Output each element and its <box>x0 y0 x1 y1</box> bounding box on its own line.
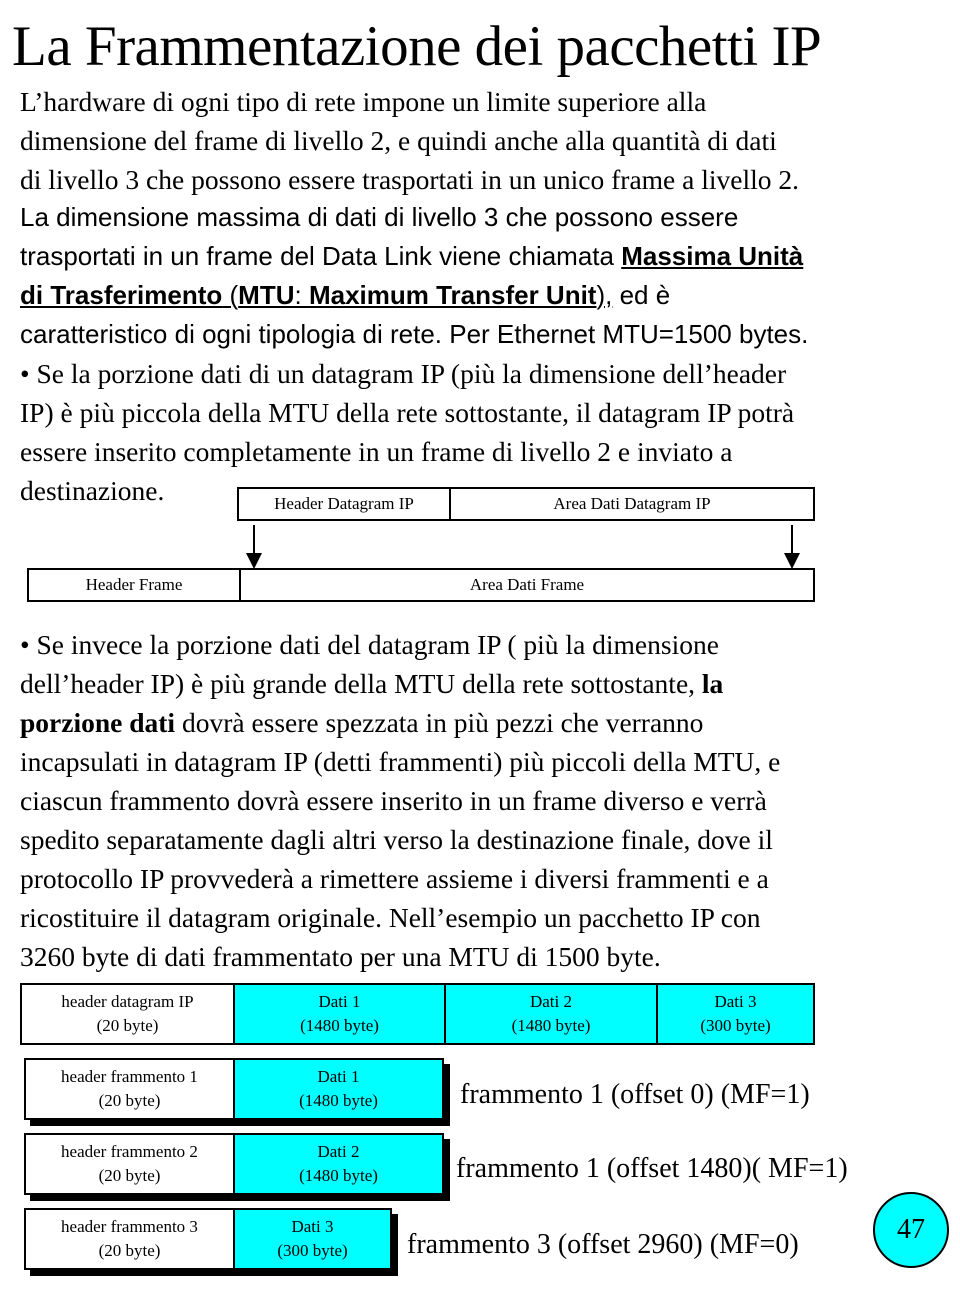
text-line <box>20 703 950 742</box>
text-line: IP) è più piccola della MTU della rete sottostante, il datagram IP potrà <box>20 397 795 428</box>
original-data2-box <box>444 983 658 1045</box>
text-line: dimensione del frame di livello 2, e quindi anche alla quantità di dati <box>20 125 777 156</box>
original-data3-box <box>656 983 815 1045</box>
intro-paragraph <box>20 82 950 199</box>
box-sublabel: (300 byte) <box>700 1016 771 1035</box>
box-sublabel: (1480 byte) <box>511 1016 591 1035</box>
text-span: dovrà essere spezzata in più pezzi che verranno <box>175 707 704 738</box>
mtu-acronym: MTU <box>238 280 295 310</box>
text-line: • Se la porzione dati di un datagram IP (più la dimensione dell’header <box>20 358 787 389</box>
text-line <box>20 237 950 276</box>
fragment1-data-box <box>233 1058 444 1120</box>
fragment1-label: frammento 1 (offset 0) (MF=1) <box>460 1079 810 1110</box>
mtu-term: Massima Unità <box>621 241 804 271</box>
text-line <box>20 664 950 703</box>
box-sublabel: (300 byte) <box>277 1241 348 1260</box>
fragment2-data-box <box>233 1133 444 1195</box>
box-sublabel: (20 byte) <box>98 1241 161 1260</box>
mtu-english-term: Maximum Transfer Unit <box>308 280 597 310</box>
original-header-box <box>20 983 235 1045</box>
fragment3-data-box <box>233 1208 392 1270</box>
text-line: essere inserito completamente in un frame di livello 2 e inviato a <box>20 436 733 467</box>
header-frame-box <box>27 568 241 602</box>
fragmentation-paragraph <box>20 625 950 976</box>
fragment2-label: frammento 1 (offset 1480)( MF=1) <box>456 1153 848 1184</box>
down-arrow-icon <box>784 553 800 569</box>
box-sublabel: (20 byte) <box>96 1016 159 1035</box>
emphasis: la <box>701 668 724 699</box>
page-number-badge: 47 <box>873 1192 949 1268</box>
fragment2-header-box <box>24 1133 235 1195</box>
box-label: header frammento 1 <box>61 1067 198 1086</box>
text-line: caratteristico di ogni tipologia di rete. Per Ethernet MTU=1500 bytes. <box>20 319 809 349</box>
fragment3-label: frammento 3 (offset 2960) (MF=0) <box>407 1229 799 1260</box>
arrow-line <box>253 525 255 555</box>
box-sublabel: (20 byte) <box>98 1091 161 1110</box>
box-label: header datagram IP <box>61 992 194 1011</box>
text-span: ), <box>596 280 613 310</box>
box-label: Dati 3 <box>714 992 757 1011</box>
emphasis: porzione dati <box>20 707 176 738</box>
down-arrow-icon <box>246 553 262 569</box>
text-line <box>20 276 950 315</box>
area-frame-box <box>239 568 815 602</box>
text-span: ( <box>222 280 239 310</box>
text-line: incapsulati in datagram IP (detti frammenti) più piccoli della MTU, e <box>20 746 781 777</box>
text-line: ricostituire il datagram originale. Nell’esempio un pacchetto IP con <box>20 902 761 933</box>
original-data1-box <box>233 983 446 1045</box>
text-span: trasportati in un frame del Data Link viene chiamata <box>20 241 622 271</box>
box-label: Dati 2 <box>317 1142 360 1161</box>
box-label: Header Datagram IP <box>274 494 414 513</box>
text-line: destinazione. <box>20 475 165 506</box>
fragment1-header-box <box>24 1058 235 1120</box>
box-label: Dati 2 <box>529 992 573 1011</box>
header-datagram-box <box>237 487 451 521</box>
box-label: header frammento 2 <box>61 1142 198 1161</box>
text-line: protocollo IP provvederà a rimettere assieme i diversi frammenti e a <box>20 863 769 894</box>
text-line: ciascun frammento dovrà essere inserito in un frame diverso e verrà <box>20 785 767 816</box>
box-sublabel: (1480 byte) <box>299 1091 378 1110</box>
box-label: header frammento 3 <box>61 1217 198 1236</box>
area-datagram-box <box>449 487 815 521</box>
text-line: L’hardware di ogni tipo di rete impone un limite superiore alla <box>20 86 707 117</box>
box-label: Dati 3 <box>291 1217 334 1236</box>
text-line: spedito separatamente dagli altri verso la destinazione finale, dove il <box>20 824 773 855</box>
text-line: di livello 3 che possono essere trasportati in un unico frame a livello 2. <box>20 164 799 195</box>
box-label: Dati 1 <box>318 992 361 1011</box>
mtu-term: di Trasferimento <box>20 280 223 310</box>
box-label: Header Frame <box>85 575 183 594</box>
text-line: La dimensione massima di dati di livello 3 che possono essere <box>20 202 739 232</box>
fragment3-header-box <box>24 1208 235 1270</box>
box-sublabel: (1480 byte) <box>300 1016 379 1035</box>
box-label: Area Dati Datagram IP <box>553 494 711 513</box>
page-title: La Frammentazione dei pacchetti IP <box>12 15 822 78</box>
box-sublabel: (1480 byte) <box>299 1166 378 1185</box>
arrow-line <box>791 525 793 555</box>
text-span: ed è <box>612 280 671 310</box>
text-span: dell’header IP) è più grande della MTU della rete sottostante, <box>20 668 702 699</box>
box-sublabel: (20 byte) <box>98 1166 161 1185</box>
text-line: • Se invece la porzione dati del datagram IP ( più la dimensione <box>20 629 719 660</box>
mtu-paragraph <box>20 198 950 354</box>
box-label: Dati 1 <box>317 1067 360 1086</box>
text-line: 3260 byte di dati frammentato per una MTU di 1500 byte. <box>20 941 661 972</box>
text-span: : <box>294 280 309 310</box>
box-label: Area Dati Frame <box>469 575 585 594</box>
